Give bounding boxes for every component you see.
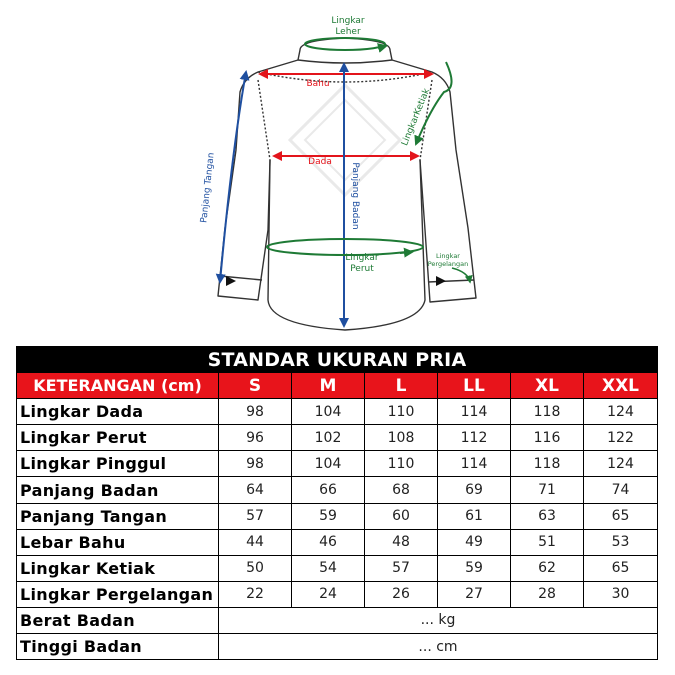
table-cell: 63 [511,503,584,529]
table-cell: 64 [219,477,292,503]
cuff-arrow-icons [226,276,446,286]
table-cell: 114 [438,451,511,477]
size-chart-table [16,346,658,660]
table-cell: 65 [584,555,658,581]
table-title: STANDAR UKURAN PRIA [17,347,658,373]
header-size-s: S [219,373,292,399]
table-cell: 53 [584,529,658,555]
table-cell: 122 [584,425,658,451]
header-size-m: M [292,373,365,399]
table-cell: 124 [584,451,658,477]
lingkar-ketiak-label: LingkarKetiak [400,87,433,148]
table-cell: 59 [292,503,365,529]
table-cell: 51 [511,529,584,555]
table-cell: 110 [365,451,438,477]
dada-measure [274,156,418,167]
header-size-ll: LL [438,373,511,399]
table-row [17,399,658,425]
lingkar-leher-label-line1: Lingkar [331,16,365,26]
row-label-berat-badan: Berat Badan [17,607,219,633]
table-cell: 110 [365,399,438,425]
table-cell: 22 [219,581,292,607]
header-size-l: L [365,373,438,399]
table-cell: 26 [365,581,438,607]
row-label: Lingkar Ketiak [17,555,219,581]
table-row [17,555,658,581]
panjang-badan-label: Panjang Badan [350,162,360,230]
bahu-label: Bahu [306,79,330,89]
berat-badan-value: ... kg [219,607,658,633]
table-cell: 118 [511,451,584,477]
table-cell: 59 [438,555,511,581]
table-cell: 118 [511,399,584,425]
table-cell: 27 [438,581,511,607]
table-cell: 50 [219,555,292,581]
table-row-berat-badan [17,607,658,633]
table-cell: 61 [438,503,511,529]
lingkar-perut-label-line1: Lingkar [345,253,379,263]
table-cell: 57 [219,503,292,529]
row-label: Lingkar Perut [17,425,219,451]
table-cell: 74 [584,477,658,503]
table-row-tinggi-badan [17,634,658,660]
table-header-row [17,373,658,399]
table-row [17,477,658,503]
table-cell: 49 [438,529,511,555]
panjang-tangan-label: Panjang Tangan [199,152,217,224]
table-cell: 98 [219,451,292,477]
table-cell: 108 [365,425,438,451]
table-cell: 69 [438,477,511,503]
row-label: Lebar Bahu [17,529,219,555]
table-cell: 102 [292,425,365,451]
table-cell: 116 [511,425,584,451]
lingkar-pergelangan-label-line2: Pergelangan [427,260,469,268]
table-cell: 44 [219,529,292,555]
lingkar-pergelangan-measure [428,252,470,282]
table-cell: 104 [292,399,365,425]
table-cell: 68 [365,477,438,503]
table-cell: 30 [584,581,658,607]
row-label: Lingkar Pergelangan [17,581,219,607]
table-row [17,425,658,451]
table-cell: 60 [365,503,438,529]
table-row [17,581,658,607]
table-cell: 71 [511,477,584,503]
table-cell: 66 [292,477,365,503]
header-size-xl: XL [511,373,584,399]
table-cell: 54 [292,555,365,581]
lingkar-pergelangan-label-line1: Lingkar [436,252,460,260]
table-row [17,529,658,555]
header-size-xxl: XXL [584,373,658,399]
table-cell: 62 [511,555,584,581]
table-cell: 96 [219,425,292,451]
table-cell: 114 [438,399,511,425]
table-cell: 57 [365,555,438,581]
table-cell: 48 [365,529,438,555]
dada-label: Dada [308,157,332,167]
table-cell: 24 [292,581,365,607]
table-cell: 124 [584,399,658,425]
table-cell: 46 [292,529,365,555]
row-label: Lingkar Pinggul [17,451,219,477]
lingkar-leher-measure [305,16,386,50]
table-row [17,503,658,529]
shirt-outline [218,38,476,330]
table-row [17,451,658,477]
header-keterangan: KETERANGAN (cm) [17,373,219,399]
table-cell: 104 [292,451,365,477]
row-label: Panjang Tangan [17,503,219,529]
tinggi-badan-value: ... cm [219,634,658,660]
lingkar-perut-label-line2: Perut [350,264,374,274]
table-cell: 98 [219,399,292,425]
table-cell: 28 [511,581,584,607]
row-label: Lingkar Dada [17,399,219,425]
table-cell: 65 [584,503,658,529]
row-label: Panjang Badan [17,477,219,503]
row-label-tinggi-badan: Tinggi Badan [17,634,219,660]
table-cell: 112 [438,425,511,451]
lingkar-leher-label-line2: Leher [335,27,361,37]
